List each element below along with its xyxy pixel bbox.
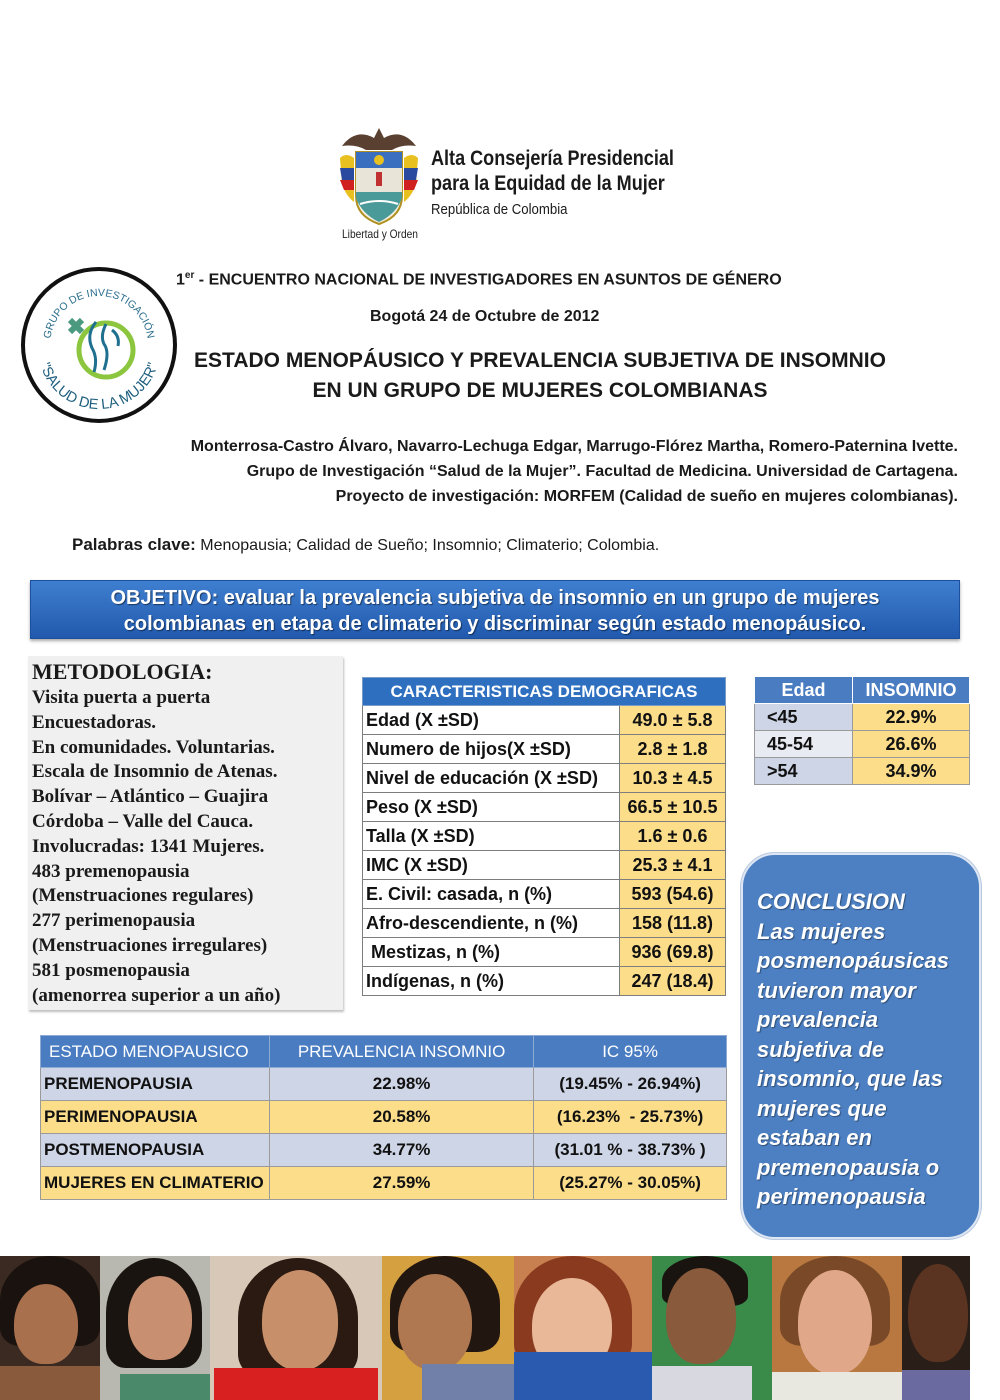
- row-value: 49.0 ± 5.8: [620, 706, 726, 735]
- women-photo-strip: [0, 1256, 1000, 1400]
- table-row: [755, 731, 970, 758]
- poster-title-line2: EN UN GRUPO DE MUJERES COLOMBIANAS: [312, 379, 768, 402]
- affiliation: Grupo de Investigación “Salud de la Mujer”. Facultad de Medicina. Universidad de Cartagena.: [246, 463, 958, 480]
- row-label: Mestizas, n (%): [363, 938, 620, 967]
- methodology-line: En comunidades. Voluntarias.: [32, 736, 275, 758]
- table-row: [755, 704, 970, 731]
- age-group: <45: [755, 704, 853, 731]
- state-cell: PERIMENOPAUSIA: [41, 1101, 270, 1134]
- row-label: Peso (X ±SD): [363, 793, 620, 822]
- row-label: Indígenas, n (%): [363, 967, 620, 996]
- svg-text:"SALUD DE LA MUJER": "SALUD DE LA MUJER": [36, 360, 162, 414]
- row-value: 158 (11.8): [620, 909, 726, 938]
- table-row: [363, 735, 726, 764]
- table-row: [755, 758, 970, 785]
- age-header: Edad: [755, 677, 853, 704]
- table-row: [363, 967, 726, 996]
- objective-line1: OBJETIVO: evaluar la prevalencia subjetiva de insomnio en un grupo de mujeres: [110, 587, 880, 609]
- row-value: 2.8 ± 1.8: [620, 735, 726, 764]
- methodology-box: [28, 656, 343, 1010]
- government-name: [431, 146, 713, 218]
- state-cell: PREMENOPAUSIA: [41, 1068, 270, 1101]
- conference-date: Bogotá 24 de Octubre de 2012: [370, 308, 600, 325]
- portrait-photo: [210, 1256, 382, 1400]
- portrait-photo: [0, 1256, 100, 1400]
- demographics-header: CARACTERISTICAS DEMOGRAFICAS: [363, 678, 726, 706]
- prevalence-cell: 20.58%: [270, 1101, 534, 1134]
- table-row: [363, 764, 726, 793]
- gov-line1: Alta Consejería Presidencial: [431, 147, 674, 170]
- portrait-photo: [382, 1256, 514, 1400]
- insomnia-header: INSOMNIO: [853, 677, 970, 704]
- row-value: 593 (54.6): [620, 880, 726, 909]
- table-row: [41, 1101, 727, 1134]
- table-row: [363, 880, 726, 909]
- poster-title-line1: ESTADO MENOPÁUSICO Y PREVALENCIA SUBJETIVA DE INSOMNIO: [194, 349, 886, 372]
- project: Proyecto de investigación: MORFEM (Calidad de sueño en mujeres colombianas).: [335, 488, 958, 505]
- row-label: Edad (X ±SD): [363, 706, 620, 735]
- methodology-line: Bolívar – Atlántico – Guajira: [32, 786, 269, 808]
- ci-cell: (19.45% - 26.94%): [534, 1068, 727, 1101]
- conference-ordinal: 1: [176, 271, 185, 289]
- methodology-line: (Menstruaciones regulares): [32, 885, 254, 907]
- methodology-line: 483 premenopausia: [32, 860, 190, 882]
- insomnia-value: 34.9%: [853, 758, 970, 785]
- authors: Monterrosa-Castro Álvaro, Navarro-Lechuga Edgar, Marrugo-Flórez Martha, Romero-Paternina Ivette.: [190, 438, 958, 455]
- table-row: [363, 909, 726, 938]
- methodology-line: (Menstruaciones irregulares): [32, 934, 268, 956]
- age-group: >54: [755, 758, 853, 785]
- row-label: IMC (X ±SD): [363, 851, 620, 880]
- conference-title-text: - ENCUENTRO NACIONAL DE INVESTIGADORES EN ASUNTOS DE GÉNERO: [194, 271, 782, 289]
- ci-cell: (25.27% - 30.05%): [534, 1167, 727, 1200]
- row-value: 936 (69.8): [620, 938, 726, 967]
- age-insomnia-table: [754, 676, 970, 785]
- gov-line3: República de Colombia: [431, 201, 568, 218]
- author-block: [191, 434, 958, 509]
- portrait-photo: [652, 1256, 772, 1400]
- keywords-label: Palabras clave:: [72, 535, 196, 554]
- ci-cell: (31.01 % - 38.73% ): [534, 1134, 727, 1167]
- row-value: 25.3 ± 4.1: [620, 851, 726, 880]
- methodology-line: 277 perimenopausia: [32, 910, 196, 932]
- table-row: [41, 1167, 727, 1200]
- row-label: Nivel de educación (X ±SD): [363, 764, 620, 793]
- table-row: [41, 1134, 727, 1167]
- objective-banner: [30, 580, 960, 639]
- demographics-table: [362, 677, 726, 996]
- portrait-photo: [772, 1256, 902, 1400]
- row-label: E. Civil: casada, n (%): [363, 880, 620, 909]
- prevalence-header: PREVALENCIA INSOMNIO: [270, 1036, 534, 1068]
- row-value: 247 (18.4): [620, 967, 726, 996]
- conference-ordinal-suffix: er: [184, 270, 195, 281]
- methodology-line: (amenorrea superior a un año): [32, 984, 281, 1006]
- poster-title: [180, 346, 900, 406]
- keywords-list: Menopausia; Calidad de Sueño; Insomnio; Climaterio; Colombia.: [195, 537, 660, 554]
- portrait-photo: [100, 1256, 210, 1400]
- state-cell: MUJERES EN CLIMATERIO: [41, 1167, 270, 1200]
- row-value: 10.3 ± 4.5: [620, 764, 726, 793]
- table-row: [363, 822, 726, 851]
- coat-motto: Libertad y Orden: [342, 227, 418, 241]
- row-value: 1.6 ± 0.6: [620, 822, 726, 851]
- insomnia-value: 26.6%: [853, 731, 970, 758]
- svg-text:GRUPO DE INVESTIGACIÓN: GRUPO DE INVESTIGACIÓN: [41, 286, 157, 340]
- methodology-line: Visita puerta a puerta: [32, 687, 211, 708]
- prevalence-cell: 27.59%: [270, 1167, 534, 1200]
- conference-title: [176, 270, 782, 289]
- ci-cell: (16.23% - 25.73%): [534, 1101, 727, 1134]
- prevalence-cell: 34.77%: [270, 1134, 534, 1167]
- state-cell: POSTMENOPAUSIA: [41, 1134, 270, 1167]
- methodology-line: Escala de Insomnio de Atenas.: [32, 761, 278, 783]
- table-row: [363, 706, 726, 735]
- methodology-line: Córdoba – Valle del Cauca.: [32, 810, 254, 832]
- methodology-line: Involucradas: 1341 Mujeres.: [32, 835, 265, 857]
- gov-line2: para la Equidad de la Mujer: [431, 172, 665, 195]
- row-label: Afro-descendiente, n (%): [363, 909, 620, 938]
- portrait-photo: [514, 1256, 652, 1400]
- keywords: [72, 535, 659, 555]
- conclusion-title: CONCLUSION: [757, 889, 905, 914]
- research-group-logo-icon: [20, 266, 178, 424]
- table-row: [363, 793, 726, 822]
- objective-line2: colombianas en etapa de climaterio y discriminar según estado menopáusico.: [123, 613, 867, 635]
- age-group: 45-54: [755, 731, 853, 758]
- row-value: 66.5 ± 10.5: [620, 793, 726, 822]
- table-row: [363, 938, 726, 967]
- state-header: ESTADO MENOPAUSICO: [41, 1036, 270, 1068]
- row-label: Talla (X ±SD): [363, 822, 620, 851]
- methodology-line: Encuestadoras.: [32, 711, 157, 733]
- conclusion-box: [741, 853, 981, 1239]
- conclusion-text: Las mujeres posmenopáusicas tuvieron mayor prevalencia subjetiva de insomnio, que las mujeres que estaban en premenopausia o perimenopausia: [757, 918, 949, 1209]
- row-label: Numero de hijos(X ±SD): [363, 735, 620, 764]
- table-row: [363, 851, 726, 880]
- methodology-line: 581 posmenopausia: [32, 959, 190, 981]
- prevalence-cell: 22.98%: [270, 1068, 534, 1101]
- methodology-title: METODOLOGIA:: [32, 659, 213, 684]
- portrait-photo: [902, 1256, 970, 1400]
- government-logo: [336, 124, 686, 246]
- prevalence-table: [40, 1035, 727, 1200]
- insomnia-value: 22.9%: [853, 704, 970, 731]
- ci-header: IC 95%: [534, 1036, 727, 1068]
- table-row: [41, 1068, 727, 1101]
